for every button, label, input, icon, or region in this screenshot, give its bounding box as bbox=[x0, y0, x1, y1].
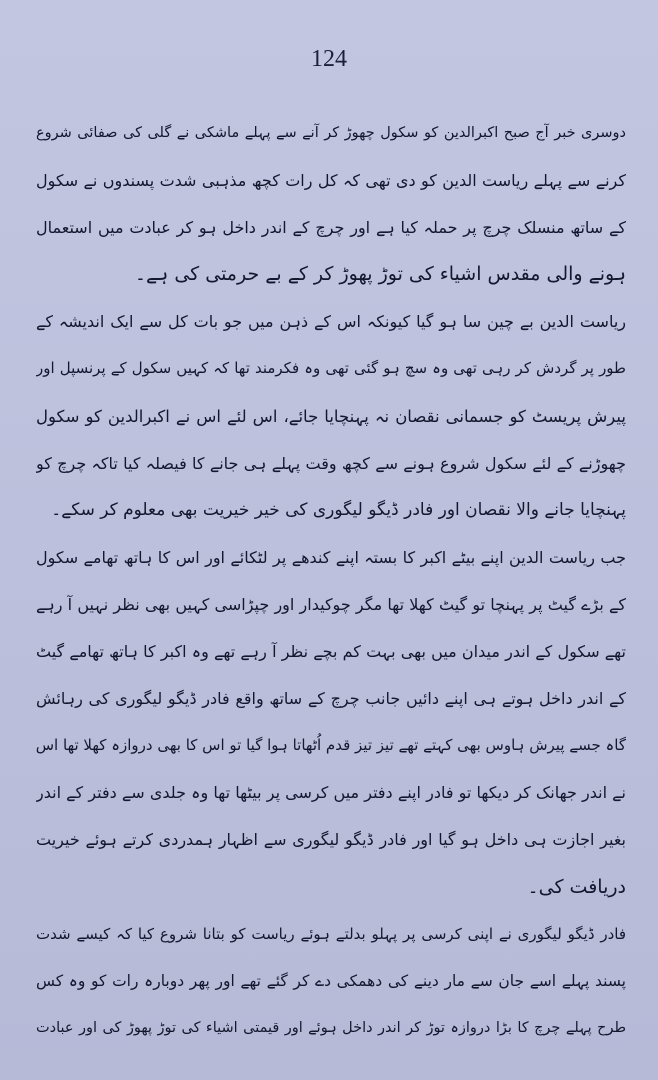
text-line: فادر ڈیگو لیگوری نے اپنی کرسی پر پہلو بدلتے ہوئے ریاست کو بتانا شروع کیا کہ کیسے شدت bbox=[36, 924, 626, 943]
text-line: پہنچایا جانے والا نقصان اور فادر ڈیگو لیگوری کی خیر خیریت بھی معلوم کر سکے۔ bbox=[51, 499, 626, 520]
text-line: کے اندر داخل ہوتے ہی اپنے دائیں جانب چرچ کے ساتھ واقع فادر ڈیگو لیگوری کی رہائش bbox=[36, 689, 626, 709]
text-line: دوسری خبر آج صبح اکبرالدین کو سکول چھوڑ کر آنے سے پہلے ماشکی نے گلی کی صفائی شروع bbox=[36, 125, 626, 141]
text-line: کرنے سے پہلے ریاست الدین کو دی تھی کہ کل رات کچھ مذہبی شدت پسندوں نے سکول bbox=[36, 171, 626, 191]
body-text bbox=[36, 110, 626, 1052]
text-line: جب ریاست الدین اپنے بیٹے اکبر کا بستہ اپنے کندھے پر لٹکائے اور اس کا ہاتھ تھامے سکول bbox=[36, 547, 626, 567]
text-line: بغیر اجازت ہی داخل ہو گیا اور فادر ڈیگو لیگوری سے اظہار ہمدردی کرتے ہوئے خیریت bbox=[36, 830, 626, 850]
text-line: دریافت کی۔ bbox=[527, 875, 626, 898]
text-line: طور پر گردش کر رہی تھی وہ سچ ہو گئی تھی وہ فکرمند تھا کہ کہیں سکول کے پرنسپل اور bbox=[36, 359, 626, 378]
text-line: کے ساتھ منسلک چرچ پر حملہ کیا ہے اور چرچ کے اندر داخل ہو کر عبادت میں استعمال bbox=[36, 218, 626, 238]
text-line: چھوڑنے کے لئے سکول شروع ہونے سے کچھ وقت پہلے ہی جانے کا فیصلہ کیا تاکہ چرچ کو bbox=[36, 453, 626, 473]
text-line: ہونے والی مقدس اشیاء کی توڑ پھوڑ کر کے بے حرمتی کی ہے۔ bbox=[134, 263, 626, 286]
text-line: پیرش پریسٹ کو جسمانی نقصان نہ پہنچایا جائے، اس لئے اس نے اکبرالدین کو سکول bbox=[36, 406, 626, 426]
page-number: 124 bbox=[311, 46, 347, 72]
text-line: طرح پہلے چرچ کا بڑا دروازہ توڑ کر اندر داخل ہوئے اور قیمتی اشیاء کی توڑ پھوڑ کی اور عبادت bbox=[36, 1019, 626, 1036]
text-line: گاہ جسے پیرش ہاوس بھی کہتے تھے تیز تیز قدم اُٹھاتا ہوا گیا تو اس کا بھی دروازہ کھلا تھا اس bbox=[36, 736, 626, 755]
text-line: ریاست الدین بے چین سا ہو گیا کیونکہ اس کے ذہن میں جو بات کل سے ایک اندیشہ کے bbox=[36, 312, 626, 332]
text-line: نے اندر جھانک کر دیکھا تو فادر اپنے دفتر میں کرسی پر بیٹھا تھا وہ جلدی سے دفتر کے اندر bbox=[36, 783, 626, 803]
text-line: پسند پہلے اسے جان سے مار دینے کی دھمکی دے کر گئے تھے اور پھر دوبارہ رات کو وہ کس bbox=[36, 971, 626, 990]
text-line: تھے سکول کے اندر میدان میں بھی بہت کم بچے نظر آ رہے تھے وہ اکبر کا ہاتھ تھامے گیٹ bbox=[36, 642, 626, 662]
text-line: کے بڑے گیٹ پر پہنچا تو گیٹ کھلا تھا مگر چوکیدار اور چپڑاسی کہیں بھی نظر نہیں آ رہے bbox=[36, 594, 626, 614]
